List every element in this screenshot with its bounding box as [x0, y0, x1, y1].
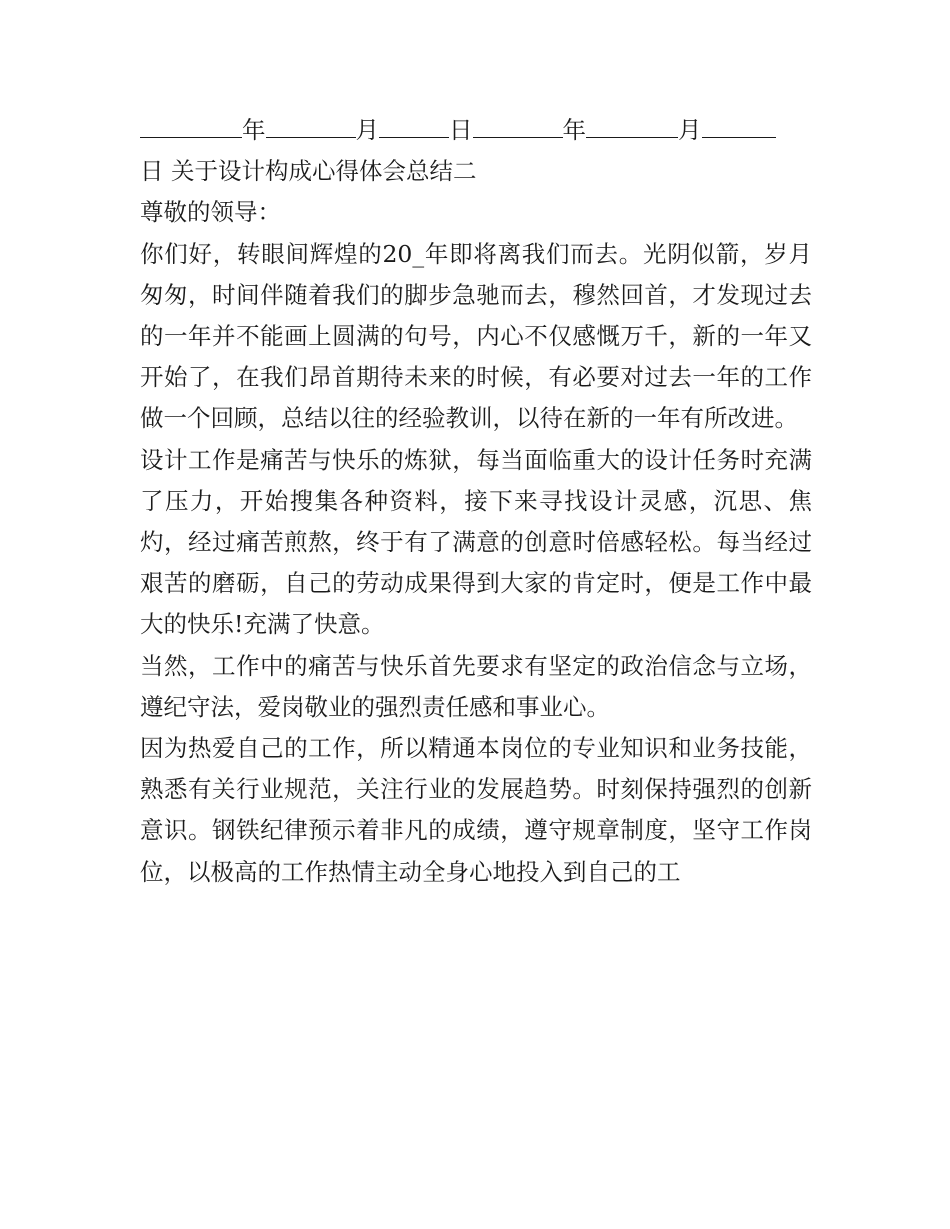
- paragraph: 设计工作是痛苦与快乐的炼狱，每当面临重大的设计任务时充满了压力，开始搜集各种资料，接下来寻找设计灵感，沉思、焦灼，经过痛苦煎熬，终于有了满意的创意时倍感轻松。每当经过艰苦的磨砺，自己的劳动成果得到大家的肯定时，便是工作中最大的快乐!充满了快意。: [140, 445, 812, 639]
- document-body: [140, 110, 812, 893]
- blank-field: [379, 116, 449, 138]
- day-label: 日: [449, 116, 473, 144]
- blank-field: [266, 116, 356, 138]
- date-line: [140, 110, 812, 151]
- paragraph: 因为热爱自己的工作，所以精通本岗位的专业知识和业务技能，熟悉有关行业规范，关注行业的发展趋势。时刻保持强烈的创新意识。钢铁纪律预示着非凡的成绩，遵守规章制度，坚守工作岗位，以极高的工作热情主动全身心地投入到自己的工: [140, 734, 812, 886]
- month-label: 月: [678, 116, 702, 144]
- year-label: 年: [242, 116, 266, 144]
- blank-field: [473, 116, 563, 138]
- month-label: 月: [355, 116, 379, 144]
- year-label: 年: [562, 116, 586, 144]
- salutation: 尊敬的领导：: [140, 198, 281, 227]
- paragraph: 当然，工作中的痛苦与快乐首先要求有坚定的政治信念与立场，遵纪守法，爱岗敬业的强烈责任感和事业心。: [140, 651, 812, 721]
- blank-field: [702, 116, 776, 138]
- paragraph: 你们好，转眼间辉煌的20_年即将离我们而去。光阴似箭，岁月匆匆，时间伴随着我们的脚步急驰而去，穆然回首，才发现过去的一年并不能画上圆满的句号，内心不仅感慨万千，新的一年又开始了，在我们昂首期待未来的时候，有必要对过去一年的工作做一个回顾，总结以往的经验教训，以待在新的一年有所改进。: [140, 239, 812, 433]
- document-title: 日 关于设计构成心得体会总结二: [140, 157, 477, 186]
- blank-field: [140, 116, 242, 138]
- blank-field: [586, 116, 678, 138]
